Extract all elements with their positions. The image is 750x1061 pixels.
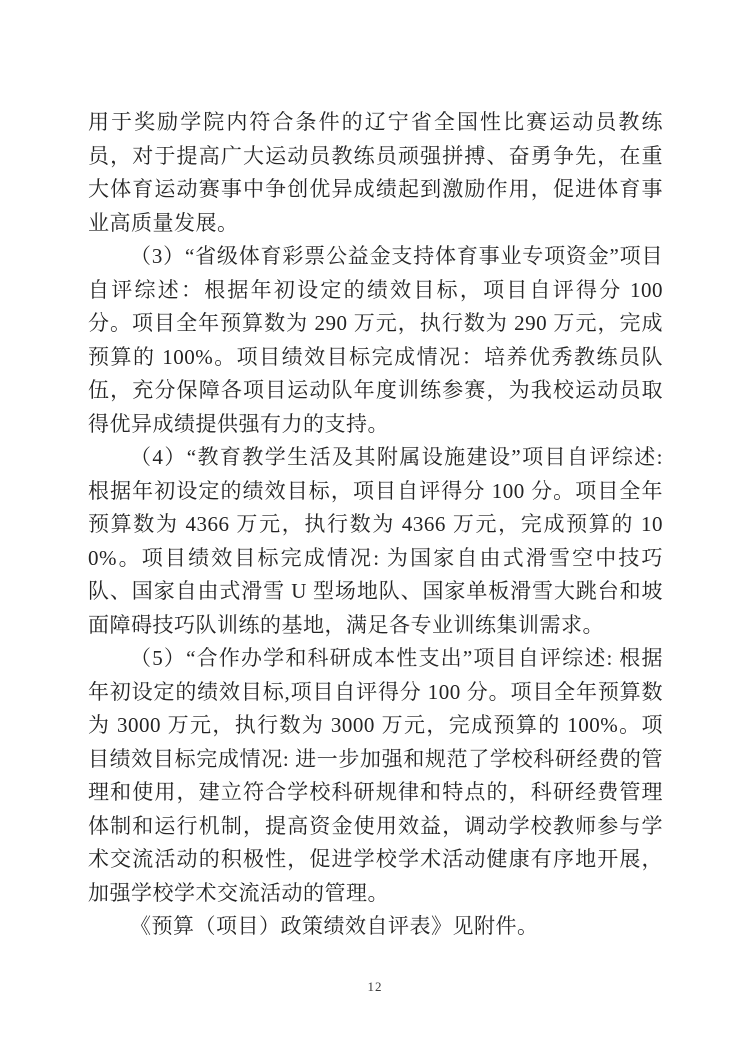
paragraph-attachment-note: 《预算（项目）政策绩效自评表》见附件。 <box>130 914 539 938</box>
page-number: 12 <box>367 979 383 994</box>
paragraph-item-4: （4）“教育教学生活及其附属设施建设”项目自评综述: 根据年初设定的绩效目标，项目自评得分 100 分。项目全年预算数为 4366 万元，执行数为 4366 万元，完成预算的 100%。项目绩效目标完成情况: 为国家自由式滑雪空中技巧队、国家自由式滑雪 U 型场地队、国家单板滑雪大跳台和坡面障碍技巧队训练的基地，满足各专业训练集训需求。 <box>88 445 663 637</box>
paragraph-item-3: （3）“省级体育彩票公益金支持体育事业专项资金”项目自评综述：根据年初设定的绩效目标，项目自评得分 100 分。项目全年预算数为 290 万元，执行数为 290 万元，完成预算的 100%。项目绩效目标完成情况：培养优秀教练员队伍，充分保障各项目运动队年度训练参赛，为我校运动员取得优异成绩提供强有力的支持。 <box>88 244 663 436</box>
paragraph-continuation: 用于奖励学院内符合条件的辽宁省全国性比赛运动员教练员，对于提高广大运动员教练员顽强拼搏、奋勇争先，在重大体育运动赛事中争创优异成绩起到激励作用，促进体育事业高质量发展。 <box>88 110 663 235</box>
paragraph-item-5: （5）“合作办学和科研成本性支出”项目自评综述: 根据年初设定的绩效目标,项目自评得分 100 分。项目全年预算数为 3000 万元，执行数为 3000 万元，完成预算的 100%。项目绩效目标完成情况: 进一步加强和规范了学校科研经费的管理和使用，建立符合学校科研规律和特点的，科研经费管理体制和运行机制，提高资金使用效益，调动学校教师参与学术交流活动的积极性，促进学校学术活动健康有序地开展，加强学校学术交流活动的管理。 <box>88 646 663 905</box>
text-block <box>88 106 663 944</box>
